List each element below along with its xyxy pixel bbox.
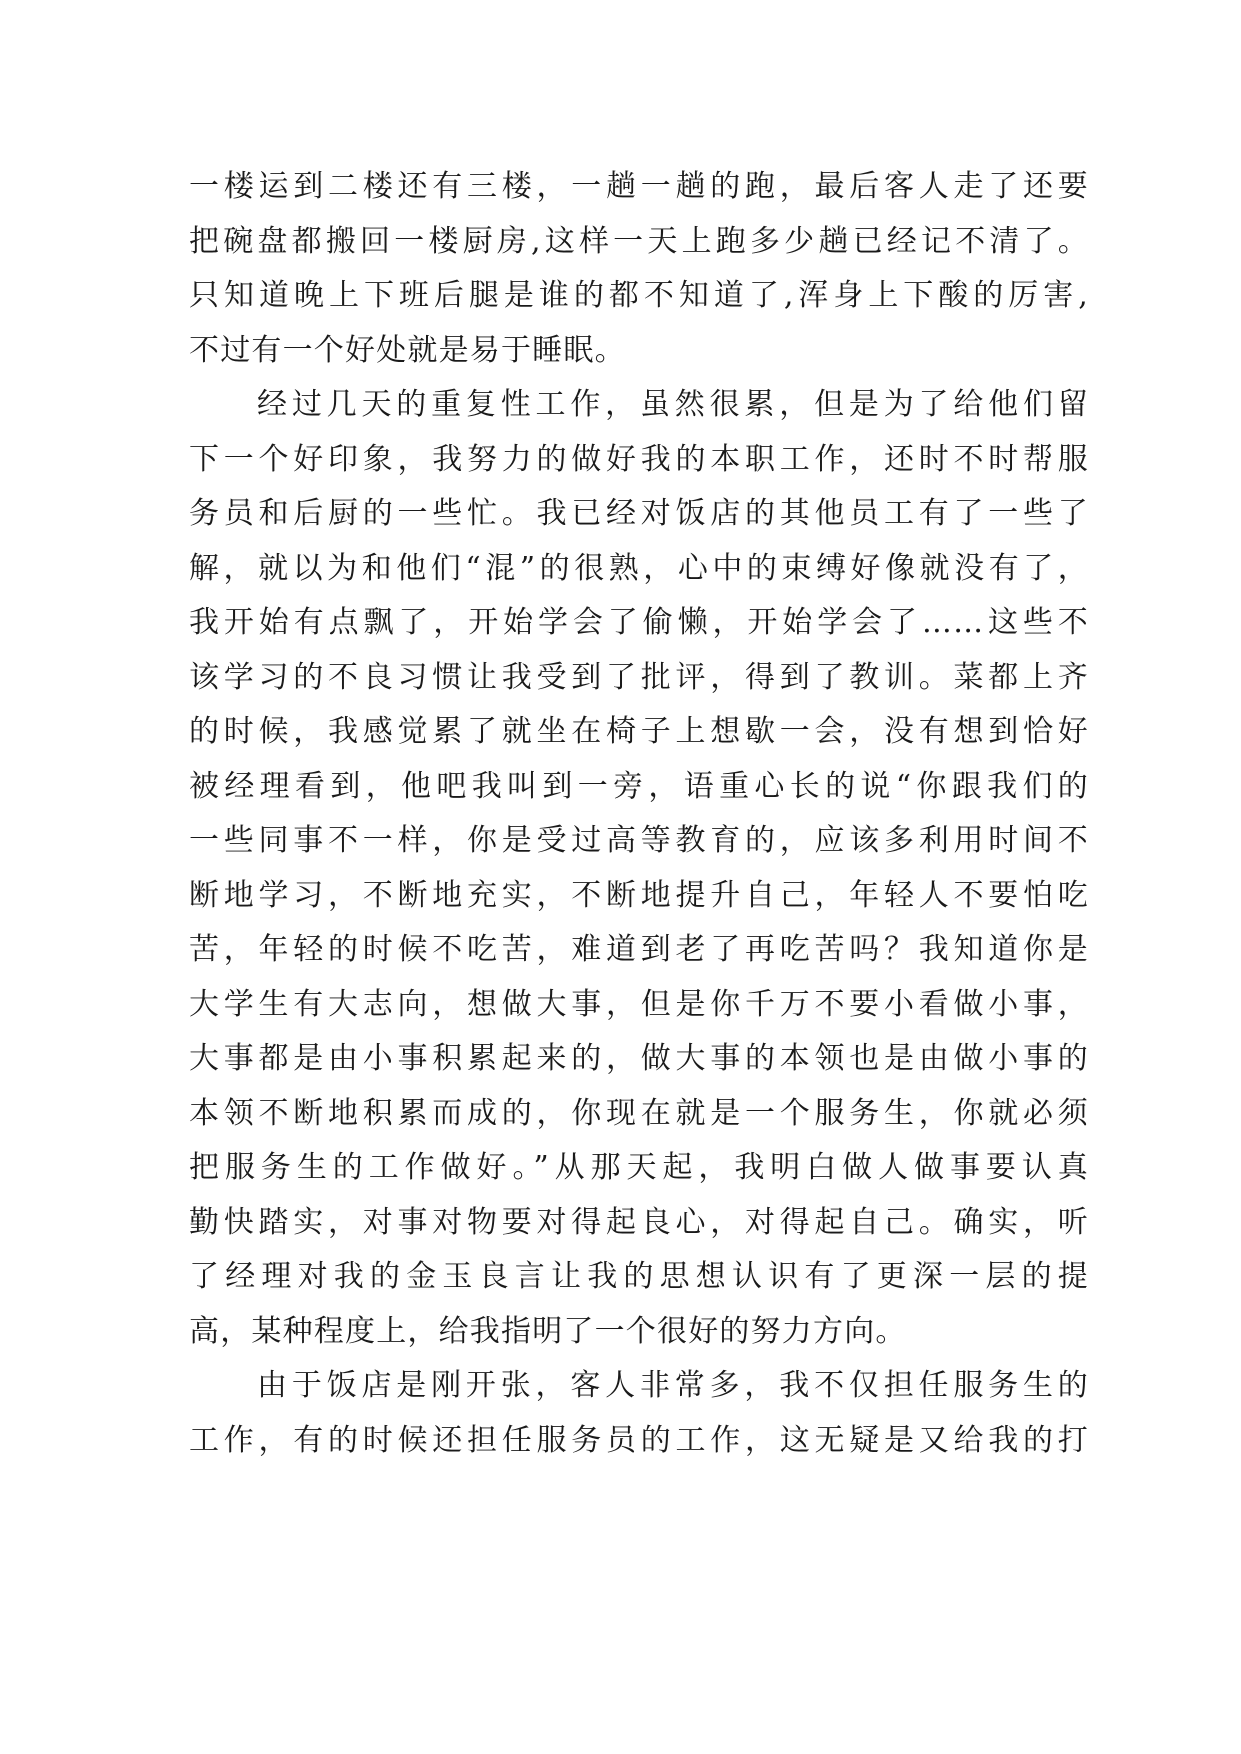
text-line: 工作，有的时候还担任服务员的工作，这无疑是又给我的打	[189, 1422, 1089, 1458]
document-body	[189, 160, 1089, 1468]
text-line: 下一个好印象，我努力的做好我的本职工作，还时不时帮服	[189, 441, 1089, 477]
paragraph-first-line: 由于饭店是刚开张，客人非常多，我不仅担任服务生的	[257, 1368, 1089, 1403]
text-line: 一楼运到二楼还有三楼，一趟一趟的跑，最后客人走了还要	[189, 169, 1089, 204]
text-line: 勤快踏实，对事对物要对得起良心，对得起自己。确实，听	[189, 1204, 1089, 1240]
text-line: 我开始有点飘了，开始学会了偷懒，开始学会了……这些不	[189, 605, 1089, 640]
text-line: 不过有一个好处就是易于睡眠。	[189, 332, 626, 368]
paragraph-first-line: 经过几天的重复性工作，虽然很累，但是为了给他们留	[257, 387, 1089, 422]
text-line: 把服务生的工作做好。”从那天起，我明白做人做事要认真	[189, 1150, 1089, 1185]
text-line: 一些同事不一样，你是受过高等教育的，应该多利用时间不	[189, 823, 1089, 858]
text-line: 只知道晚上下班后腿是谁的都不知道了,浑身上下酸的厉害,	[189, 278, 1089, 313]
text-line: 高，某种程度上，给我指明了一个很好的努力方向。	[189, 1313, 907, 1349]
text-line: 务员和后厨的一些忙。我已经对饭店的其他员工有了一些了	[189, 496, 1089, 531]
text-line: 苦，年轻的时候不吃苦，难道到老了再吃苦吗？我知道你是	[189, 932, 1089, 967]
text-line: 的时候，我感觉累了就坐在椅子上想歇一会，没有想到恰好	[189, 714, 1089, 749]
text-line: 解，就以为和他们“混”的很熟，心中的束缚好像就没有了，	[189, 550, 1089, 586]
text-line: 本领不断地积累而成的，你现在就是一个服务生，你就必须	[189, 1095, 1089, 1131]
text-line: 把碗盘都搬回一楼厨房,这样一天上跑多少趟已经记不清了。	[189, 223, 1089, 259]
text-line: 了经理对我的金玉良言让我的思想认识有了更深一层的提	[189, 1259, 1089, 1294]
text-line: 被经理看到，他吧我叫到一旁，语重心长的说“你跟我们的	[189, 768, 1089, 804]
text-line: 大学生有大志向，想做大事，但是你千万不要小看做小事，	[189, 986, 1089, 1022]
text-line: 该学习的不良习惯让我受到了批评，得到了教训。菜都上齐	[189, 659, 1089, 695]
text-line: 断地学习，不断地充实，不断地提升自己，年轻人不要怕吃	[189, 877, 1089, 913]
text-line: 大事都是由小事积累起来的，做大事的本领也是由做小事的	[189, 1041, 1089, 1076]
